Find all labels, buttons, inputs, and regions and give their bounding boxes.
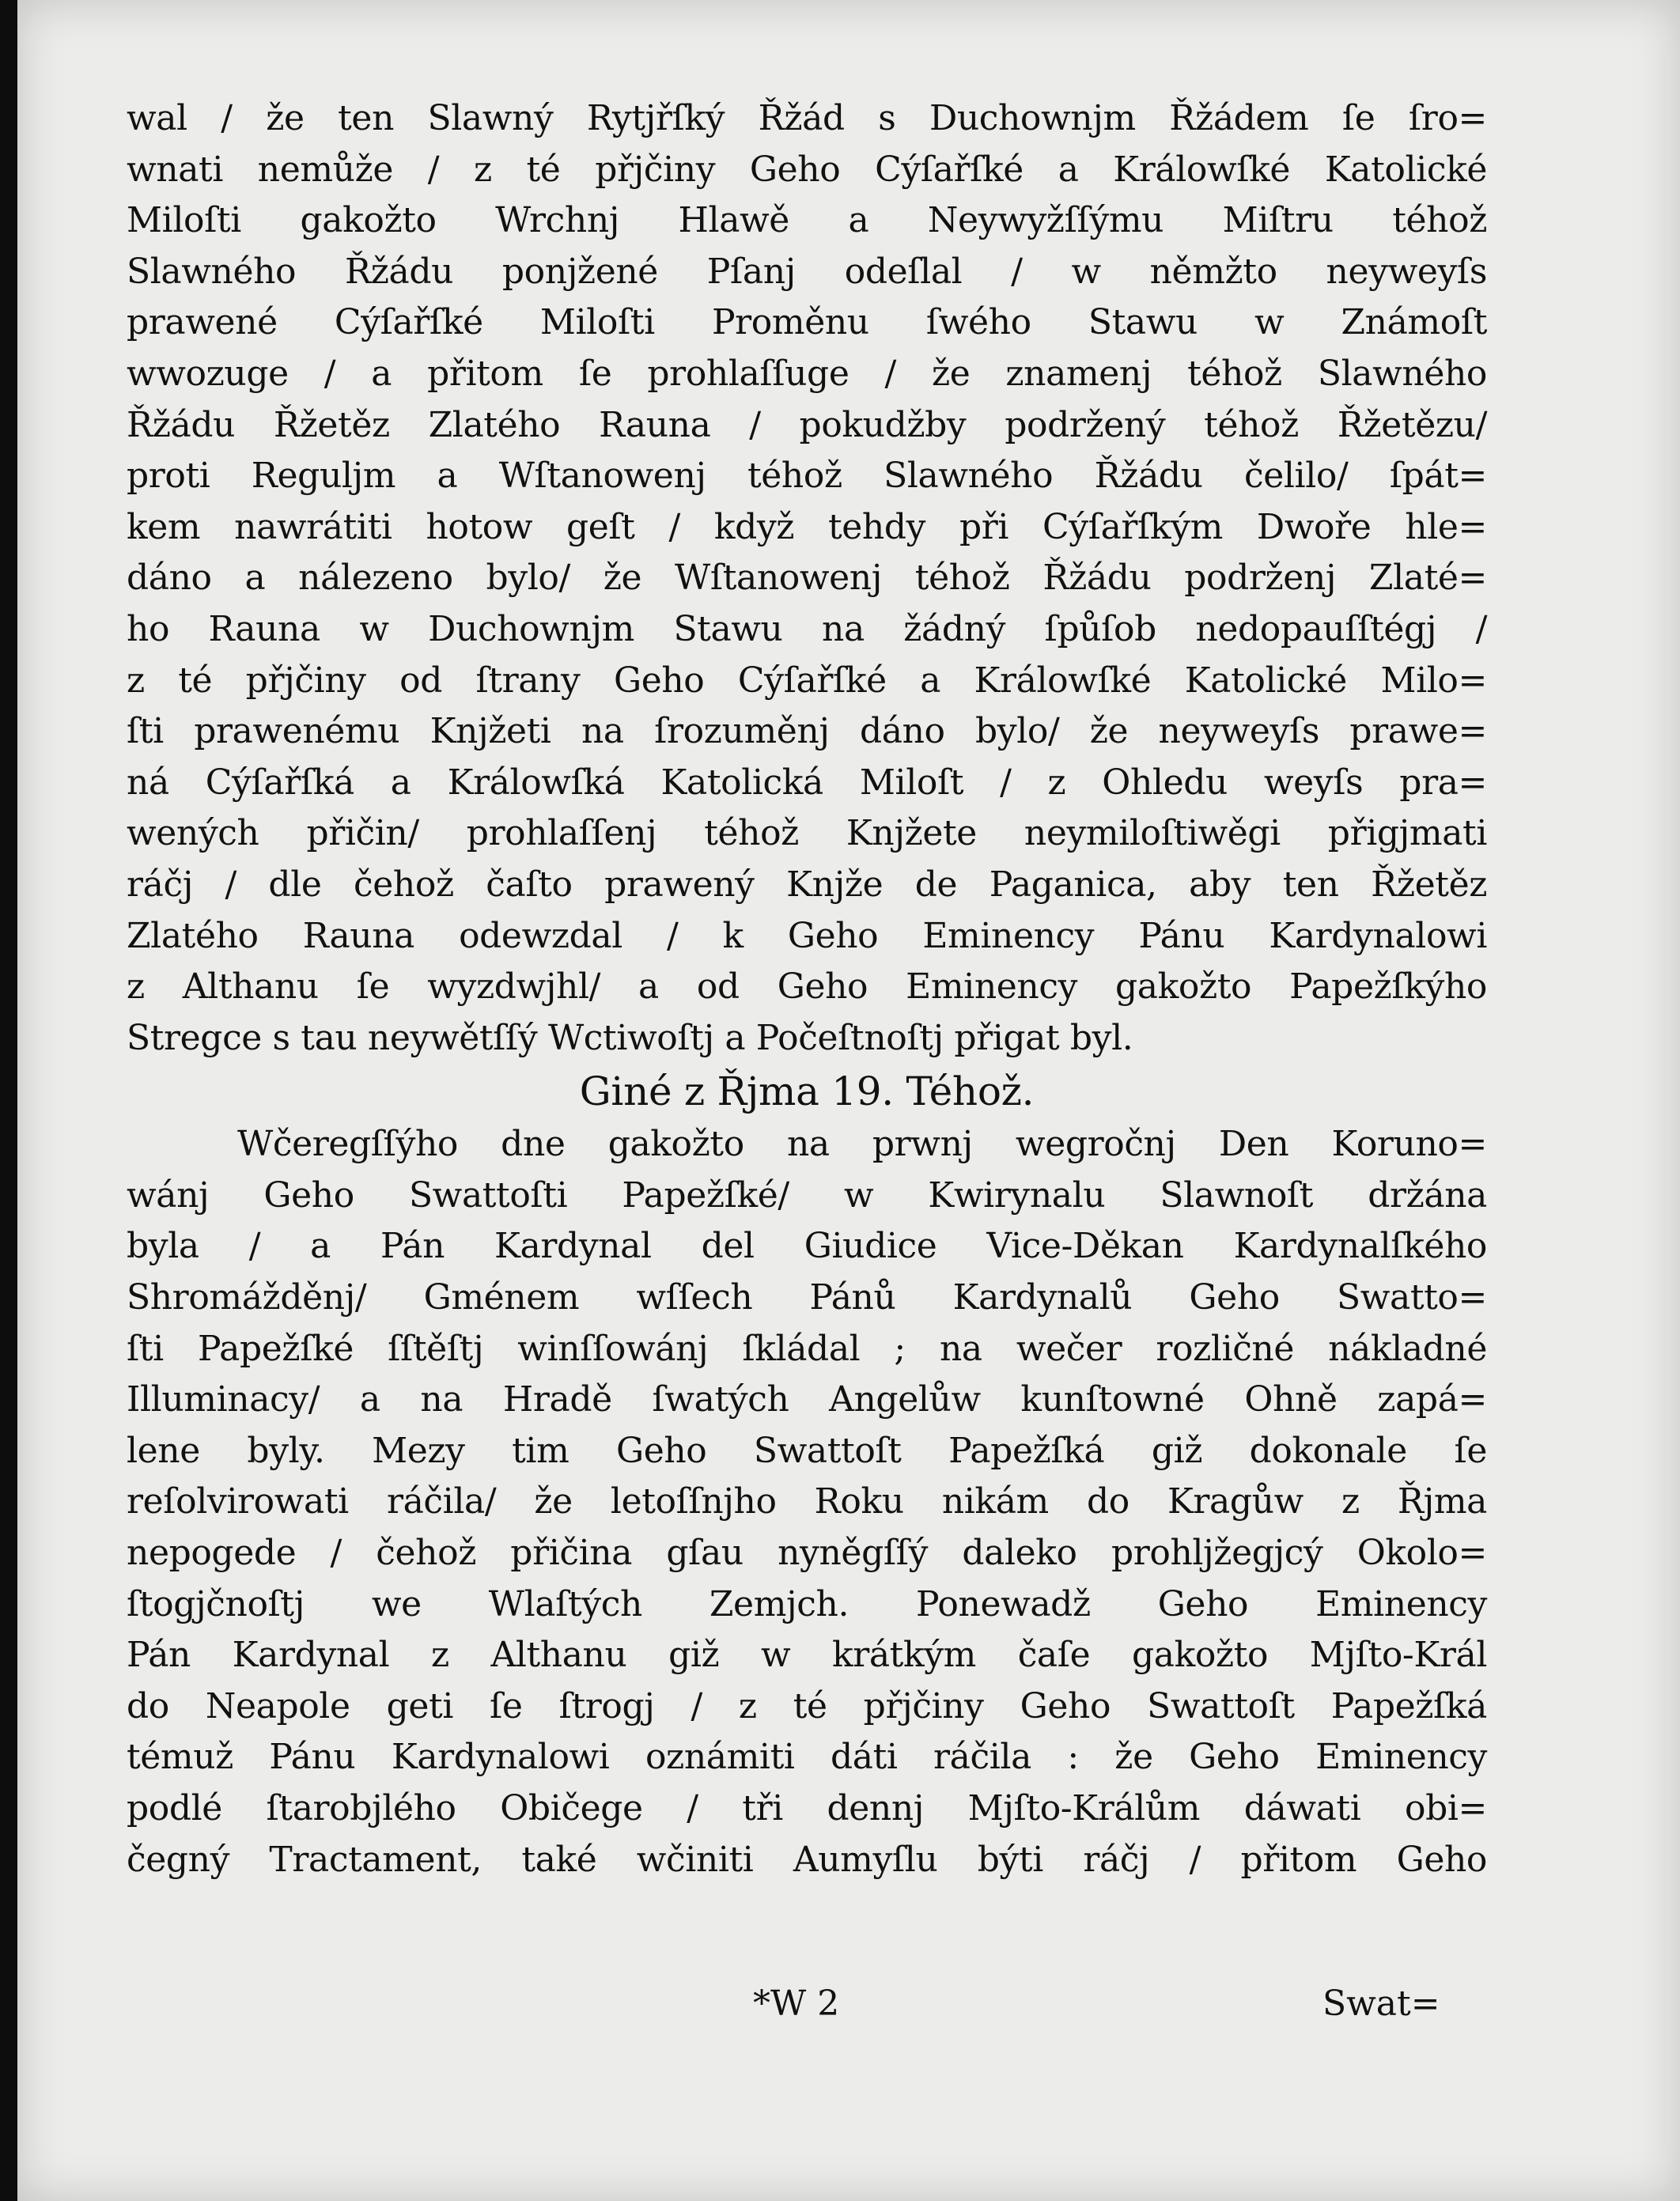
paragraph-2	[127, 1119, 1487, 1885]
text-line: z té přjčiny od ſtrany Geho Cýſařſké a Králowſké Katolické Milo=	[127, 660, 1487, 701]
text-line: Slawného Řžádu ponjžené Pſanj odeſlal / w němžto neyweyſs	[127, 251, 1487, 292]
text-line: byla / a Pán Kardynal del Giudice Vice-Děkan Kardynalſkého	[127, 1226, 1487, 1267]
text-line: Stregce s tau neywětſſý Wctiwoſtj a Počeſtnoſtj přigat byl.	[127, 1017, 1133, 1058]
text-line: ſti Papežſké ſſtěſtj winſſowánj ſkládal ; na wečer rozličné nákladné	[127, 1328, 1487, 1369]
text-line: dáno a nálezeno bylo/ že Wſtanowenj téhož Řžádu podrženj Zlaté=	[127, 558, 1487, 599]
text-line: lene byly. Mezy tim Geho Swattoſt Papežſká giž dokonale ſe	[127, 1430, 1487, 1471]
text-line: Zlatého Rauna odewzdal / k Geho Eminency Pánu Kardynalowi	[127, 915, 1487, 956]
text-line: prawené Cýſařſké Miloſti Proměnu ſwého Stawu w Známoſt	[127, 302, 1487, 343]
text-line: Miloſti gakožto Wrchnj Hlawě a Neywyžſſýmu Miſtru téhož	[127, 200, 1487, 241]
text-line: témuž Pánu Kardynalowi oznámiti dáti ráčila : že Geho Eminency	[127, 1737, 1487, 1778]
text-line: reſolvirowati ráčila/ že letoſſnjho Roku nikám do Kragůw z Řjma	[127, 1481, 1487, 1522]
text-line: do Neapole geti ſe ſtrogj / z té přjčiny Geho Swattoſt Papežſká	[127, 1685, 1487, 1726]
text-line: ho Rauna w Duchownjm Stawu na žádný ſpůſob nedopauſſtégj /	[127, 608, 1487, 649]
text-line: Řžádu Řžetěz Zlatého Rauna / pokudžby podržený téhož Řžetězu/	[127, 404, 1487, 445]
text-line: čegný Tractament, také wčiniti Aumyſlu býti ráčj / přitom Geho	[127, 1839, 1487, 1880]
document-text	[127, 93, 1487, 1885]
text-line: wal / že ten Slawný Rytjřſký Řžád s Duchownjm Řžádem ſe ſro=	[127, 98, 1487, 138]
section-heading: Giné z Řjma 19. Téhož.	[579, 1068, 1035, 1115]
text-line: proti Regulјm a Wſtanowenj téhož Slawného Řžádu čelilo/ ſpát=	[127, 456, 1487, 497]
text-line: wnati nemůže / z té přjčiny Geho Cýſařſké a Králowſké Katolické	[127, 149, 1487, 190]
catchword: Swat=	[1322, 1984, 1440, 2024]
text-line: ſtogjčnoſtj we Wlaſtých Zemjch. Ponewadž Geho Eminency	[127, 1583, 1487, 1624]
text-line: nepogede / čehož přičina gſau nyněgſſý daleko prohljžegjcý Okolo=	[127, 1533, 1487, 1574]
text-line: ſti prawenému Knjžeti na ſrozuměnj dáno bylo/ že neyweyſs prawe=	[127, 711, 1487, 752]
text-line: wánj Geho Swattoſti Papežſké/ w Kwirynalu Slawnoſt držána	[127, 1174, 1487, 1216]
text-line: z Althanu ſe wyzdwjhl/ a od Geho Eminency gakožto Papežſkýho	[127, 966, 1487, 1008]
text-line: wených přičin/ prohlaſſenj téhož Knjžete neymiloſtiwěgi přigjmati	[127, 813, 1487, 854]
text-line: Shromážděnj/ Gménem wſſech Pánů Kardynalů Geho Swatto=	[127, 1277, 1487, 1318]
text-line: Pán Kardynal z Althanu giž w krátkým čaſe gakožto Mjſto-Král	[127, 1635, 1487, 1676]
document-page	[17, 0, 1680, 2201]
signature-mark: *W 2	[753, 1984, 840, 2024]
text-line: ráčj / dle čehož čaſto prawený Knjže de Paganica, aby ten Řžetěz	[127, 864, 1487, 905]
text-line: wwozuge / a přitom ſe prohlaſſuge / že znamenj téhož Slawného	[127, 353, 1487, 394]
text-line: podlé ſtarobjlého Običege / tři dennj Mjſto-Králům dáwati obi=	[127, 1788, 1487, 1828]
text-line: ná Cýſařſká a Králowſká Katolická Miloſt / z Ohledu weyſs pra=	[127, 762, 1487, 803]
text-line: kem nawrátiti hotow geſt / když tehdy při Cýſařſkým Dwoře hle=	[127, 506, 1487, 547]
paragraph-1	[127, 93, 1487, 1064]
text-line: Wčeregſſýho dne gakožto na prwnj wegročnj Den Koruno=	[237, 1124, 1487, 1165]
text-line: Illuminacy/ a na Hradě ſwatých Angelůw kunſtowné Ohně zapá=	[127, 1379, 1487, 1420]
